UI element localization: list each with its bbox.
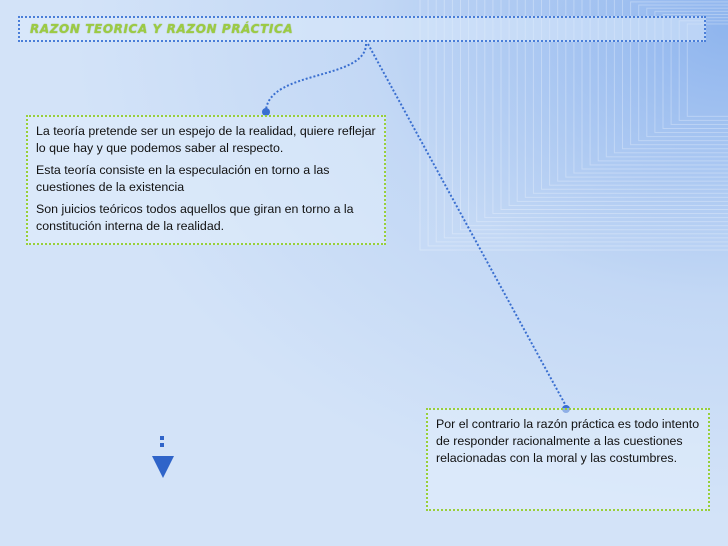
page-title: RAZON TEORICA Y RAZON PRÁCTICA [30,22,294,36]
theory-paragraph-3: Son juicios teóricos todos aquellos que giran en torno a la constitución interna de la realidad. [36,202,354,233]
theory-card [26,115,386,245]
down-arrow-icon [152,436,174,478]
practice-paragraph: Por el contrario la razón práctica es todo intento de responder racionalmente a las cuestiones relacionadas con la moral y las costumbres. [436,417,700,465]
connector-practice [368,44,566,406]
practice-card [426,408,710,511]
connector-theory [266,44,366,110]
theory-paragraph-1: La teoría pretende ser un espejo de la realidad, quiere reflejar lo que hay y que podemos saber al respecto. [36,124,376,155]
theory-paragraph-2: Esta teoría consiste en la especulación en torno a las cuestiones de la existencia [36,163,330,194]
